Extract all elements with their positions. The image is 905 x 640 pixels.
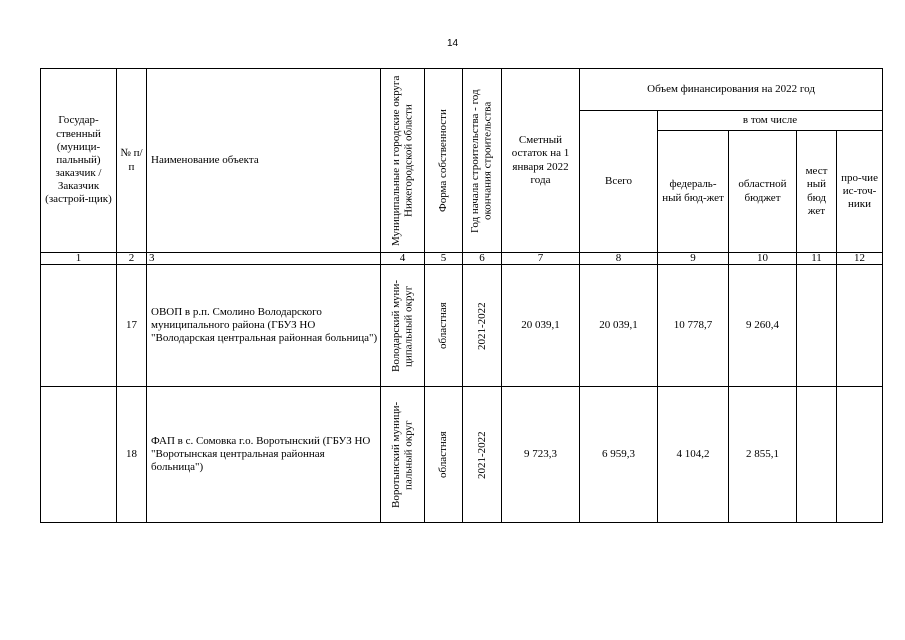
column-number: 2: [117, 253, 147, 265]
page-number: 14: [446, 38, 459, 49]
row-regional: 2 855,1: [729, 387, 797, 523]
header-total: Всего: [580, 111, 658, 253]
row-years: 2021-2022: [463, 387, 502, 523]
column-number: 6: [463, 253, 502, 265]
column-number: 4: [381, 253, 425, 265]
row-local: [797, 265, 837, 387]
financing-table: [40, 68, 883, 523]
header-years: Год начала строительства - год окончания строительства: [463, 69, 502, 253]
row-remaining: 9 723,3: [502, 387, 580, 523]
row-federal: 10 778,7: [658, 265, 729, 387]
header-local: мест ный бюд жет: [797, 131, 837, 253]
row-object-name: ФАП в с. Сомовка г.о. Воротынский (ГБУЗ НО "Воротынская центральная районная больница"): [147, 387, 381, 523]
header-municipality: Муниципальные и городские округа Нижегородской области: [381, 69, 425, 253]
row-total: 20 039,1: [580, 265, 658, 387]
header-other: про-чие ис-точ-ники: [837, 131, 883, 253]
row-remaining: 20 039,1: [502, 265, 580, 387]
row-municipality: Володарский муни-ципальный округ: [381, 265, 425, 387]
header-num: № п/п: [117, 69, 147, 253]
row-federal: 4 104,2: [658, 387, 729, 523]
row-ownership: областная: [425, 387, 463, 523]
header-remaining: Сметный остаток на 1 января 2022 года: [502, 69, 580, 253]
header-federal: федераль-ный бюд-жет: [658, 131, 729, 253]
row-customer: [41, 387, 117, 523]
column-number: 11: [797, 253, 837, 265]
header-regional: областной бюджет: [729, 131, 797, 253]
row-municipality: Воротынский муници-пальный округ: [381, 387, 425, 523]
header-funding: Объем финансирования на 2022 год: [580, 69, 883, 111]
row-local: [797, 387, 837, 523]
header-ownership: Форма собственности: [425, 69, 463, 253]
table-row: [41, 265, 883, 387]
column-number: 3: [147, 253, 381, 265]
table-row: [41, 387, 883, 523]
header-customer: Государ-ственный (муници-пальный) заказчик / Заказчик (застрой-щик): [41, 69, 117, 253]
row-num: 17: [117, 265, 147, 387]
row-ownership: областная: [425, 265, 463, 387]
header-row-1: [41, 69, 883, 111]
row-customer: [41, 265, 117, 387]
column-number: 9: [658, 253, 729, 265]
row-regional: 9 260,4: [729, 265, 797, 387]
header-object-name: Наименование объекта: [147, 69, 381, 253]
row-years: 2021-2022: [463, 265, 502, 387]
column-number: 5: [425, 253, 463, 265]
row-num: 18: [117, 387, 147, 523]
column-number: 8: [580, 253, 658, 265]
row-object-name: ОВОП в р.п. Смолино Володарского муниципального района (ГБУЗ НО "Володарская центральная районная больница"): [147, 265, 381, 387]
row-total: 6 959,3: [580, 387, 658, 523]
row-other: [837, 387, 883, 523]
header-including: в том числе: [658, 111, 883, 131]
column-number: 10: [729, 253, 797, 265]
column-number: 12: [837, 253, 883, 265]
row-other: [837, 265, 883, 387]
column-number: 1: [41, 253, 117, 265]
column-numbers-row: [41, 253, 883, 265]
column-number: 7: [502, 253, 580, 265]
